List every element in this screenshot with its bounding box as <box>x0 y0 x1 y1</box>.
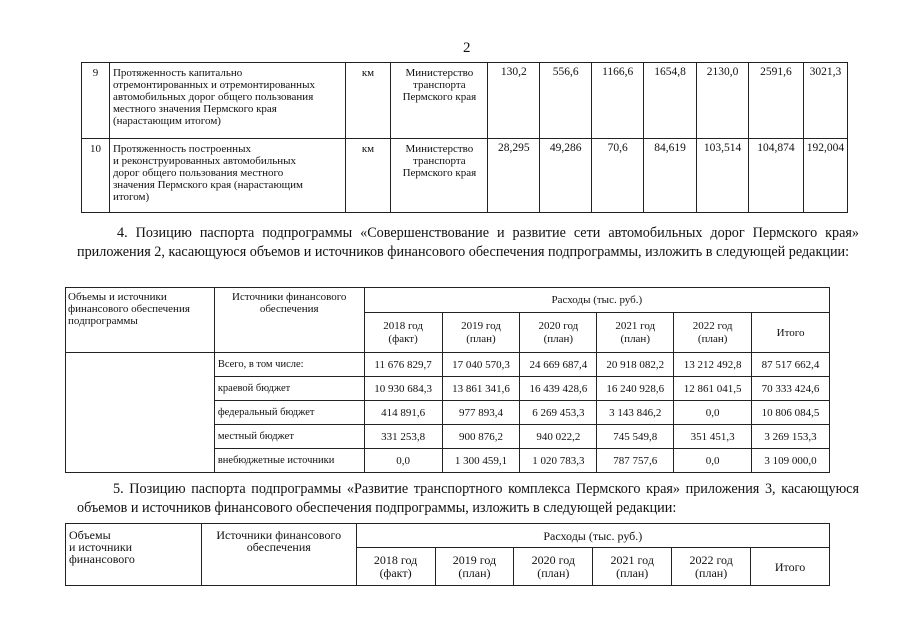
indicator-value: 49,286 <box>540 139 592 213</box>
responsible-line: транспорта <box>413 155 466 167</box>
indicator-value: 1654,8 <box>644 63 697 139</box>
header-line: и источники <box>69 540 133 554</box>
header-line: Источники финансового <box>232 291 347 303</box>
responsible-line: Министерство <box>405 143 474 155</box>
amount-cell: 70 333 424,6 <box>752 377 830 401</box>
amount-cell: 977 893,4 <box>442 401 520 425</box>
header-line: Объемы <box>69 528 111 542</box>
amount-cell: 20 918 082,2 <box>597 353 674 377</box>
source-label: федеральный бюджет <box>214 401 364 425</box>
header-line: Объемы и источники <box>68 291 167 303</box>
financing-sources-header <box>201 524 356 586</box>
amount-cell: 3 109 000,0 <box>752 449 830 473</box>
amount-cell: 745 549,8 <box>597 425 674 449</box>
year-kind: (план) <box>620 332 650 345</box>
indicator-value: 70,6 <box>592 139 644 213</box>
source-label: местный бюджет <box>214 425 364 449</box>
total-header: Итого <box>751 548 830 586</box>
header-line: подпрограммы <box>68 315 138 327</box>
indicator-value: 28,295 <box>488 139 540 213</box>
year-header <box>597 313 674 353</box>
page-number: 2 <box>463 40 471 56</box>
amount-cell: 6 269 453,3 <box>520 401 597 425</box>
row-number: 9 <box>82 63 110 139</box>
indicator-value: 556,6 <box>540 63 592 139</box>
amount-cell: 0,0 <box>674 449 752 473</box>
year-header <box>674 313 752 353</box>
year-kind: (план) <box>695 565 728 580</box>
paragraph-5-text: 5. Позицию паспорта подпрограммы «Развитие транспортного комплекса Пермского края» приложения 3, касающуюся объемов и источников финансового обеспечения подпрограммы, изложить в следующей редакции: <box>77 481 859 516</box>
sources-header <box>66 288 215 353</box>
year-header <box>364 313 442 353</box>
indicator-name-line: отремонтированных и отремонтированных <box>112 79 315 91</box>
amount-cell: 1 300 459,1 <box>442 449 520 473</box>
amount-cell: 10 806 084,5 <box>752 401 830 425</box>
amount-cell: 331 253,8 <box>364 425 442 449</box>
indicator-name <box>109 139 345 213</box>
amount-cell: 13 861 341,6 <box>442 377 520 401</box>
amount-cell: 1 020 783,3 <box>520 449 597 473</box>
expenses-header: Расходы (тыс. руб.) <box>356 524 829 548</box>
unit: км <box>345 139 391 213</box>
amount-cell: 787 757,6 <box>597 449 674 473</box>
year-label: 2018 год <box>383 319 423 332</box>
financing-sources-header <box>214 288 364 353</box>
year-label: 2018 год <box>373 552 418 567</box>
amount-cell: 16 240 928,6 <box>597 377 674 401</box>
year-header <box>356 548 435 586</box>
header-line: обеспечения <box>259 303 319 315</box>
year-header <box>520 313 597 353</box>
amount-cell: 17 040 570,3 <box>442 353 520 377</box>
indicators-table <box>81 62 848 213</box>
year-label: 2020 год <box>538 319 579 332</box>
source-label: Всего, в том числе: <box>214 353 364 377</box>
amount-cell: 3 143 846,2 <box>597 401 674 425</box>
year-kind: (план) <box>458 565 491 580</box>
source-label: внебюджетные источники <box>214 449 364 473</box>
year-label: 2022 год <box>692 319 733 332</box>
indicator-value: 1166,6 <box>592 63 644 139</box>
amount-cell: 13 212 492,8 <box>674 353 752 377</box>
indicator-name-line: (нарастающим итогом) <box>112 115 221 127</box>
row-number: 10 <box>82 139 110 213</box>
year-label: 2020 год <box>531 552 576 567</box>
header-line: финансового обеспечения <box>68 303 190 315</box>
source-label: краевой бюджет <box>214 377 364 401</box>
amount-cell: 0,0 <box>674 401 752 425</box>
indicator-value: 3021,3 <box>803 63 847 139</box>
year-label: 2021 год <box>615 319 656 332</box>
expenses-header: Расходы (тыс. руб.) <box>364 288 829 313</box>
total-header: Итого <box>752 313 830 353</box>
amount-cell: 900 876,2 <box>442 425 520 449</box>
indicator-value: 2591,6 <box>749 63 804 139</box>
amount-cell: 10 930 684,3 <box>364 377 442 401</box>
year-kind: (план) <box>466 332 496 345</box>
year-label: 2021 год <box>610 552 654 567</box>
indicator-value: 192,004 <box>803 139 847 213</box>
indicator-name <box>109 63 345 139</box>
indicator-name-line: итогом) <box>112 191 150 203</box>
table-row <box>66 353 830 377</box>
indicator-name-line: значения Пермского края (нарастающим <box>112 179 303 191</box>
indicator-value: 84,619 <box>644 139 697 213</box>
year-kind: (план) <box>697 332 728 345</box>
finance-table-1 <box>65 287 830 473</box>
indicator-name-line: местного значения Пермского края <box>112 103 277 115</box>
header-line: обеспечения <box>246 540 311 554</box>
year-label: 2019 год <box>452 552 497 567</box>
indicator-value: 130,2 <box>488 63 540 139</box>
sources-header <box>66 524 202 586</box>
amount-cell: 3 269 153,3 <box>752 425 830 449</box>
responsible-line: транспорта <box>413 79 466 91</box>
year-header <box>514 548 593 586</box>
year-header <box>435 548 514 586</box>
table-row <box>82 139 848 213</box>
sources-cell <box>66 353 215 473</box>
year-kind: (план) <box>616 565 649 580</box>
paragraph-4-text: 4. Позицию паспорта подпрограммы «Совершенствование и развитие сети автомобильных дорог Пермского края» приложения 2, касающуюся объемов и источников финансового обеспечения подпрограммы, изложить в следующей редакции: <box>77 225 859 260</box>
unit: км <box>345 63 391 139</box>
header-line: финансового <box>69 552 135 566</box>
responsible-line: Пермского края <box>402 167 477 179</box>
indicator-value: 103,514 <box>697 139 749 213</box>
year-kind: (план) <box>537 565 570 580</box>
finance-table-2 <box>65 523 830 586</box>
header-line: Источники финансового <box>216 528 342 542</box>
paragraph-5 <box>77 480 859 518</box>
amount-cell: 414 891,6 <box>364 401 442 425</box>
year-label: 2022 год <box>689 552 733 567</box>
amount-cell: 16 439 428,6 <box>520 377 597 401</box>
year-kind: (факт) <box>379 565 412 580</box>
year-header <box>672 548 751 586</box>
responsible-line: Пермского края <box>402 91 477 103</box>
amount-cell: 0,0 <box>364 449 442 473</box>
indicator-value: 104,874 <box>749 139 804 213</box>
indicator-name-line: Протяженность капитально <box>112 67 243 79</box>
amount-cell: 11 676 829,7 <box>364 353 442 377</box>
indicator-name-line: дорог общего пользования местного <box>112 167 284 179</box>
responsible <box>391 139 488 213</box>
year-header <box>593 548 672 586</box>
year-kind: (план) <box>543 332 574 345</box>
year-label: 2019 год <box>461 319 501 332</box>
table-row <box>82 63 848 139</box>
amount-cell: 87 517 662,4 <box>752 353 830 377</box>
year-header <box>442 313 520 353</box>
paragraph-4 <box>77 224 859 262</box>
indicator-name-line: и реконструированных автомобильных <box>112 155 297 167</box>
responsible-line: Министерство <box>405 67 474 79</box>
amount-cell: 24 669 687,4 <box>520 353 597 377</box>
amount-cell: 351 451,3 <box>674 425 752 449</box>
indicator-name-line: Протяженность построенных <box>112 143 251 155</box>
amount-cell: 940 022,2 <box>520 425 597 449</box>
indicator-value: 2130,0 <box>697 63 749 139</box>
year-kind: (факт) <box>388 332 418 345</box>
responsible <box>391 63 488 139</box>
amount-cell: 12 861 041,5 <box>674 377 752 401</box>
indicator-name-line: автомобильных дорог общего пользования <box>112 91 314 103</box>
